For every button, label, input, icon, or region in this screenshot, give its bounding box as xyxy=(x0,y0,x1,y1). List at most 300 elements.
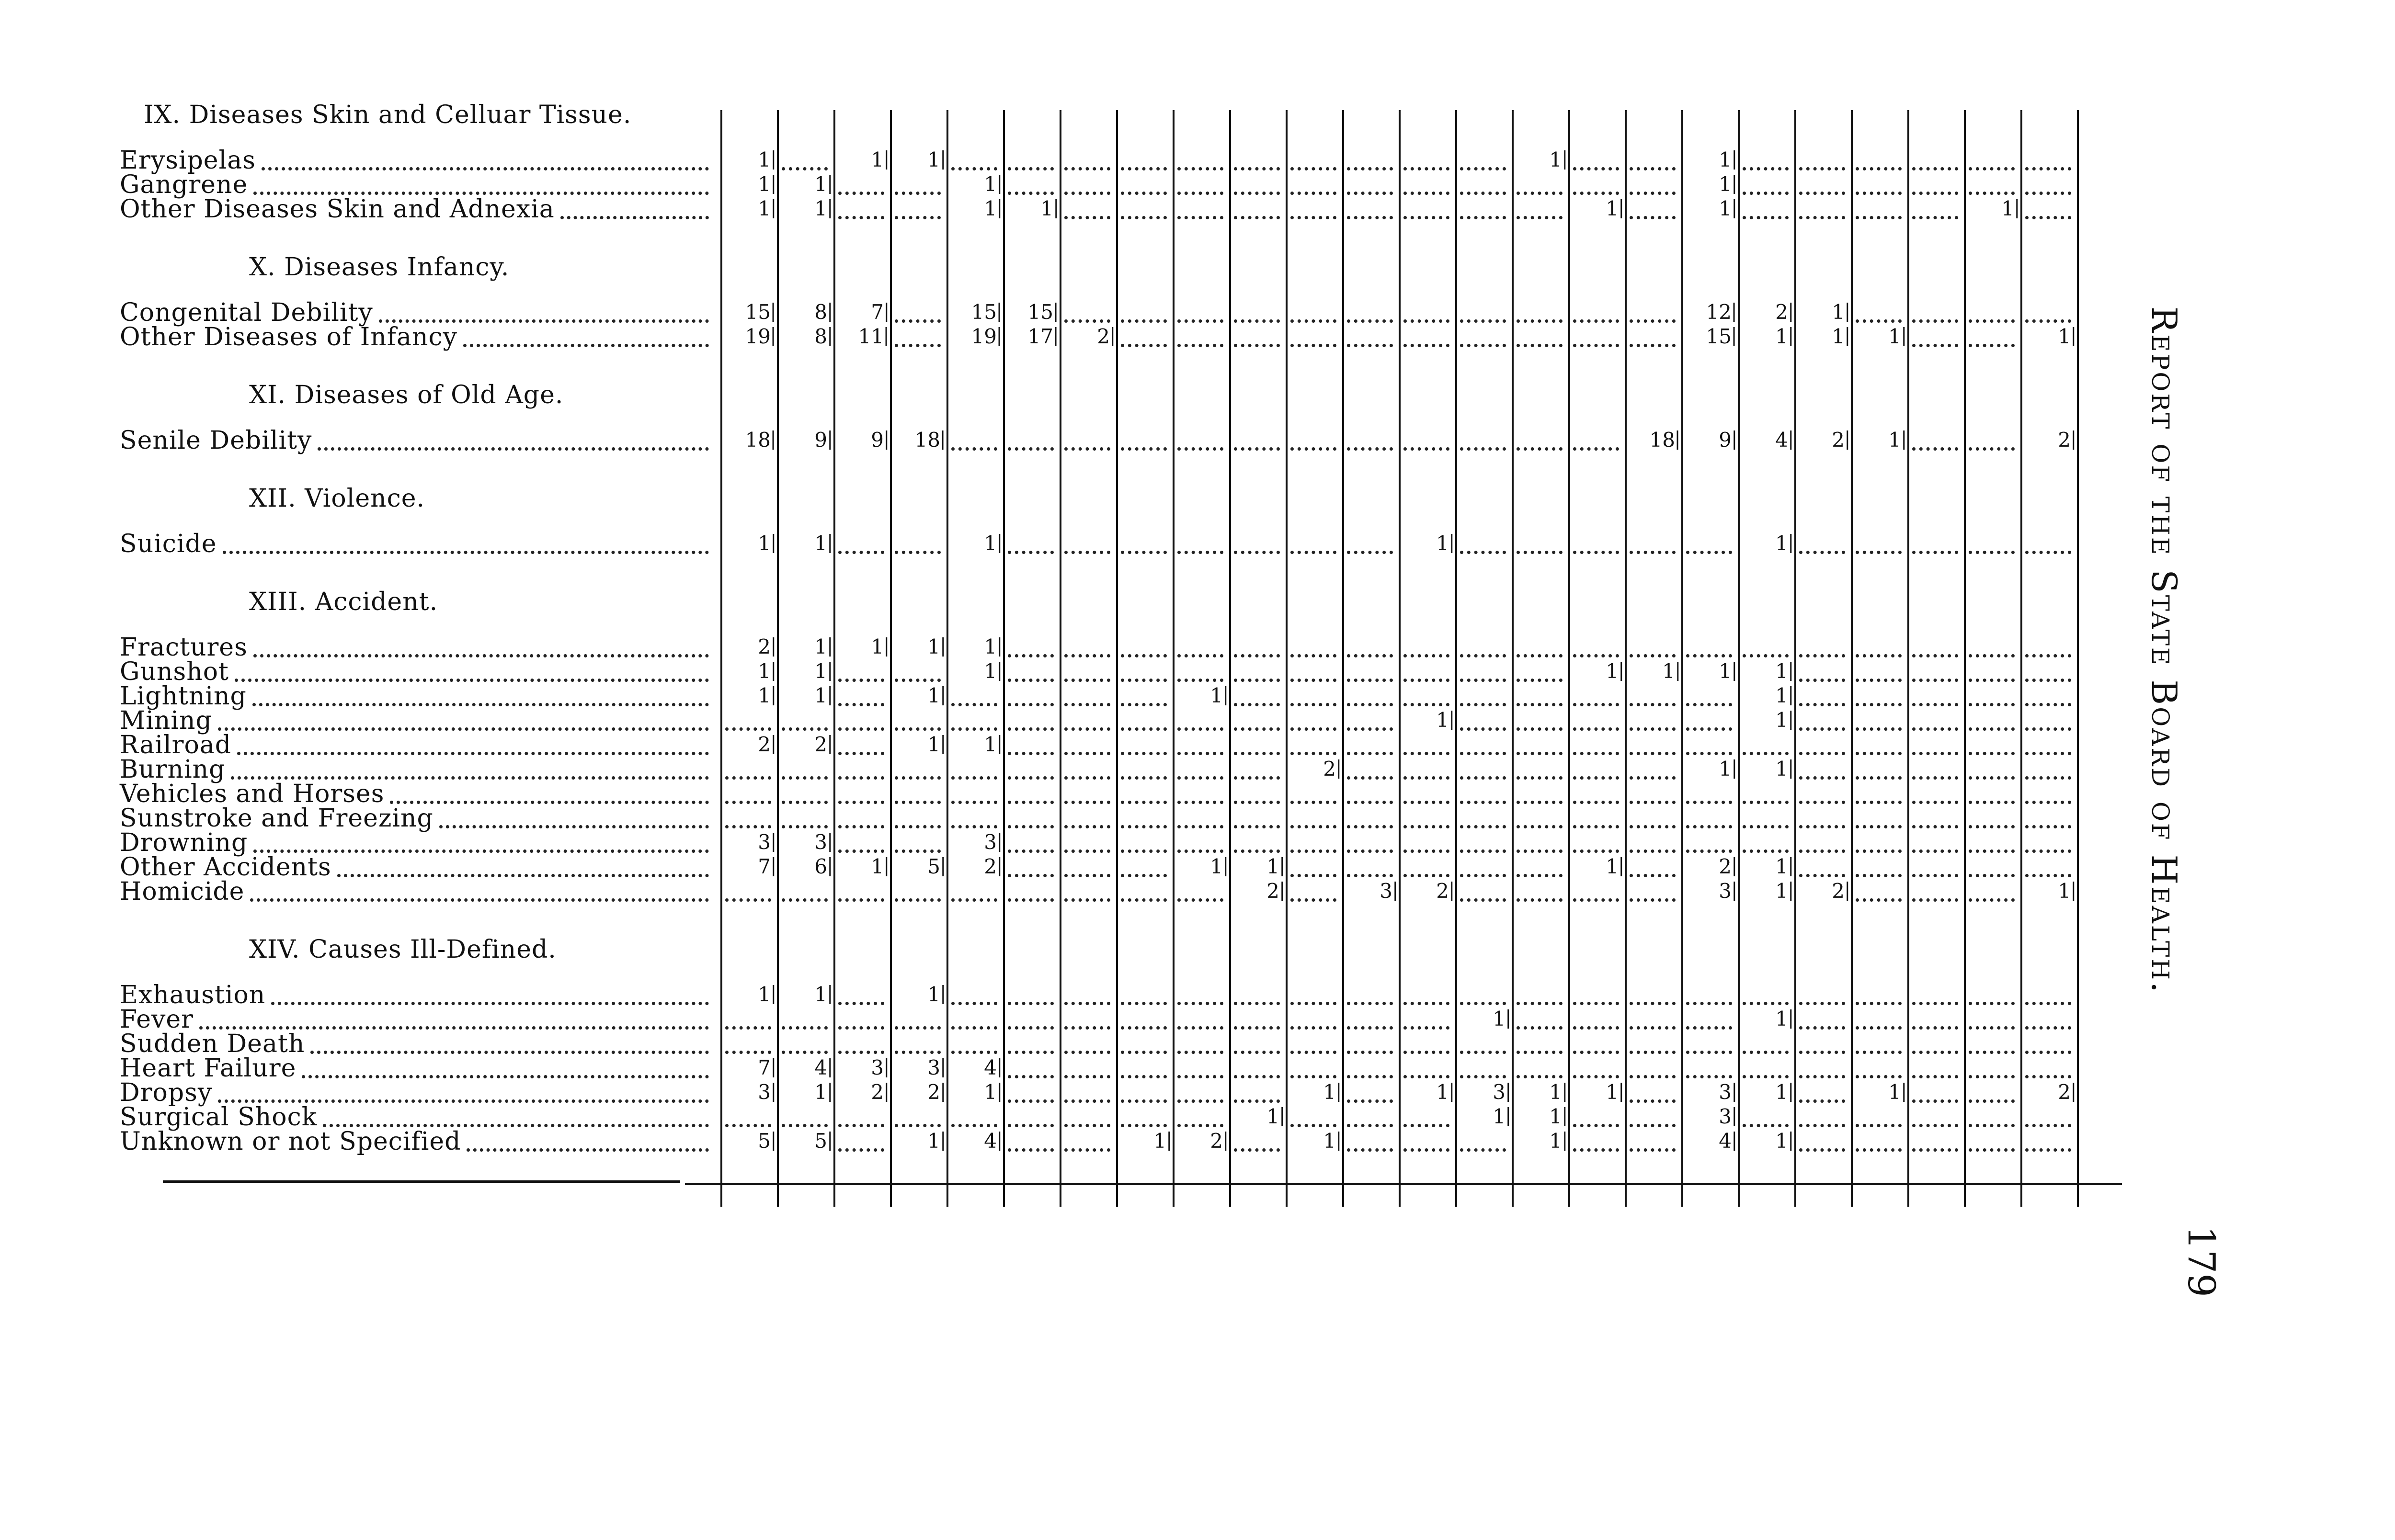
empty-cell-dots xyxy=(2025,849,2071,853)
empty-cell-dots xyxy=(1290,551,1336,554)
table-cell: 1 xyxy=(927,684,944,707)
empty-cell-dots xyxy=(1403,752,1449,755)
empty-cell-dots xyxy=(1630,551,1676,554)
empty-cell-dots xyxy=(1799,874,1845,877)
empty-cell-dots xyxy=(1856,551,1902,554)
table-cell: 1 xyxy=(758,659,774,683)
table-cell: 1 xyxy=(1436,1080,1452,1104)
empty-cell-dots xyxy=(2025,654,2071,657)
table-cell: 1 xyxy=(1719,172,1735,196)
empty-cell-dots xyxy=(951,1026,997,1030)
empty-cell-dots xyxy=(1234,1051,1280,1054)
table-cell: 1 xyxy=(1775,855,1791,878)
row-label: Exhaustion xyxy=(120,981,266,1009)
empty-cell-dots xyxy=(895,1051,941,1054)
dot-leader xyxy=(302,1075,709,1078)
empty-cell-dots xyxy=(838,849,884,853)
empty-cell-dots xyxy=(1743,849,1789,853)
empty-cell-dots xyxy=(1573,1026,1619,1030)
table-cell: 1 xyxy=(1606,659,1622,683)
empty-cell-dots xyxy=(838,1148,884,1152)
empty-cell-dots xyxy=(1856,874,1902,877)
dot-leader xyxy=(262,167,709,170)
empty-cell-dots xyxy=(1121,1124,1167,1127)
table-cell: 1 xyxy=(758,684,774,707)
empty-cell-dots xyxy=(725,727,771,731)
empty-cell-dots xyxy=(1630,1026,1676,1030)
empty-cell-dots xyxy=(1912,319,1958,323)
empty-cell-dots xyxy=(1177,1099,1223,1103)
empty-cell-dots xyxy=(1290,216,1336,219)
empty-cell-dots xyxy=(1347,874,1393,877)
table-cell: 1 xyxy=(1832,325,1848,348)
empty-cell-dots xyxy=(1290,849,1336,853)
empty-cell-dots xyxy=(1234,825,1280,828)
empty-cell-dots xyxy=(1008,551,1054,554)
empty-cell-dots xyxy=(951,801,997,804)
empty-cell-dots xyxy=(1969,703,2015,706)
table-cell: 1 xyxy=(1549,1105,1565,1128)
empty-cell-dots xyxy=(1064,654,1110,657)
empty-cell-dots xyxy=(1856,679,1902,682)
column-rule xyxy=(1512,110,1514,1207)
empty-cell-dots xyxy=(1064,679,1110,682)
empty-cell-dots xyxy=(1121,319,1167,323)
row-label: Vehicles and Horses xyxy=(120,780,385,808)
empty-cell-dots xyxy=(1121,776,1167,780)
table-cell: 1 xyxy=(984,733,1000,756)
table-cell: 3 xyxy=(814,830,831,854)
empty-cell-dots xyxy=(1234,727,1280,731)
table-cell: 1 xyxy=(758,983,774,1006)
table-cell: 1 xyxy=(758,197,774,220)
empty-cell-dots xyxy=(725,1026,771,1030)
empty-cell-dots xyxy=(2025,551,2071,554)
empty-cell-dots xyxy=(1686,801,1732,804)
empty-cell-dots xyxy=(1630,752,1676,755)
empty-cell-dots xyxy=(2025,874,2071,877)
table-cell: 1 xyxy=(1719,757,1735,781)
empty-cell-dots xyxy=(1969,1148,2015,1152)
table-cell: 1 xyxy=(1493,1105,1509,1128)
empty-cell-dots xyxy=(895,192,941,195)
empty-cell-dots xyxy=(1064,874,1110,877)
empty-cell-dots xyxy=(1912,1026,1958,1030)
column-rule xyxy=(1964,110,1966,1207)
empty-cell-dots xyxy=(1573,1075,1619,1078)
table-cell: 2 xyxy=(758,635,774,658)
empty-cell-dots xyxy=(895,727,941,731)
table-cell: 3 xyxy=(1719,1105,1735,1128)
empty-cell-dots xyxy=(1234,319,1280,323)
row-label: Unknown or not Specified xyxy=(120,1127,461,1156)
table-cell: 1 xyxy=(1888,1080,1905,1104)
empty-cell-dots xyxy=(1290,825,1336,828)
empty-cell-dots xyxy=(838,1124,884,1127)
empty-cell-dots xyxy=(1347,776,1393,780)
column-rule xyxy=(1455,110,1457,1207)
empty-cell-dots xyxy=(1460,1051,1506,1054)
table-cell: 1 xyxy=(984,659,1000,683)
empty-cell-dots xyxy=(1403,874,1449,877)
table-cell: 1 xyxy=(984,172,1000,196)
table-cell: 2 xyxy=(2058,428,2074,452)
empty-cell-dots xyxy=(1403,1002,1449,1005)
empty-cell-dots xyxy=(1799,727,1845,731)
empty-cell-dots xyxy=(1630,344,1676,347)
table-cell: 1 xyxy=(927,1129,944,1153)
column-rule xyxy=(720,110,722,1207)
empty-cell-dots xyxy=(2025,192,2071,195)
empty-cell-dots xyxy=(1969,167,2015,170)
table-cell: 1 xyxy=(1493,1007,1509,1030)
empty-cell-dots xyxy=(838,679,884,682)
empty-cell-dots xyxy=(1177,1124,1223,1127)
empty-cell-dots xyxy=(1517,801,1562,804)
empty-cell-dots xyxy=(1517,447,1562,451)
empty-cell-dots xyxy=(895,1124,941,1127)
empty-cell-dots xyxy=(1121,192,1167,195)
table-cell: 7 xyxy=(871,300,887,324)
table-cell: 1 xyxy=(1323,1129,1339,1153)
row-label: Other Diseases Skin and Adnexia xyxy=(120,195,555,224)
empty-cell-dots xyxy=(1573,752,1619,755)
empty-cell-dots xyxy=(1177,898,1223,902)
empty-cell-dots xyxy=(1008,703,1054,706)
empty-cell-dots xyxy=(1573,1051,1619,1054)
empty-cell-dots xyxy=(1403,1148,1449,1152)
table-cell: 8 xyxy=(814,325,831,348)
empty-cell-dots xyxy=(1799,776,1845,780)
column-rule xyxy=(1286,110,1288,1207)
table-cell: 1 xyxy=(1775,1080,1791,1104)
empty-cell-dots xyxy=(1460,898,1506,902)
empty-cell-dots xyxy=(1290,447,1336,451)
empty-cell-dots xyxy=(1517,1075,1562,1078)
empty-cell-dots xyxy=(1743,752,1789,755)
empty-cell-dots xyxy=(1856,849,1902,853)
empty-cell-dots xyxy=(895,1026,941,1030)
empty-cell-dots xyxy=(1912,1051,1958,1054)
empty-cell-dots xyxy=(1969,551,2015,554)
empty-cell-dots xyxy=(1630,825,1676,828)
empty-cell-dots xyxy=(1347,1026,1393,1030)
empty-cell-dots xyxy=(1460,801,1506,804)
empty-cell-dots xyxy=(782,1124,828,1127)
empty-cell-dots xyxy=(1177,167,1223,170)
empty-cell-dots xyxy=(1290,654,1336,657)
empty-cell-dots xyxy=(1969,447,2015,451)
empty-cell-dots xyxy=(1347,319,1393,323)
empty-cell-dots xyxy=(782,776,828,780)
empty-cell-dots xyxy=(1347,551,1393,554)
table-cell: 1 xyxy=(2001,197,2018,220)
empty-cell-dots xyxy=(1177,344,1223,347)
empty-cell-dots xyxy=(1008,1124,1054,1127)
empty-cell-dots xyxy=(1630,801,1676,804)
empty-cell-dots xyxy=(1517,319,1562,323)
empty-cell-dots xyxy=(1743,801,1789,804)
dot-leader xyxy=(252,703,709,706)
table-cell: 3 xyxy=(1719,1080,1735,1104)
empty-cell-dots xyxy=(838,192,884,195)
empty-cell-dots xyxy=(1064,1002,1110,1005)
table-cell: 1 xyxy=(1775,325,1791,348)
empty-cell-dots xyxy=(895,679,941,682)
empty-cell-dots xyxy=(895,551,941,554)
empty-cell-dots xyxy=(1630,849,1676,853)
empty-cell-dots xyxy=(1064,1026,1110,1030)
empty-cell-dots xyxy=(1234,344,1280,347)
empty-cell-dots xyxy=(1630,1148,1676,1152)
empty-cell-dots xyxy=(2025,167,2071,170)
table-cell: 1 xyxy=(758,172,774,196)
empty-cell-dots xyxy=(1969,1051,2015,1054)
empty-cell-dots xyxy=(1799,1051,1845,1054)
empty-cell-dots xyxy=(1460,776,1506,780)
empty-cell-dots xyxy=(895,216,941,219)
empty-cell-dots xyxy=(1234,679,1280,682)
empty-cell-dots xyxy=(1121,752,1167,755)
empty-cell-dots xyxy=(1008,874,1054,877)
empty-cell-dots xyxy=(1121,167,1167,170)
dot-leader xyxy=(310,1051,709,1054)
empty-cell-dots xyxy=(1799,1075,1845,1078)
empty-cell-dots xyxy=(1064,898,1110,902)
column-rule xyxy=(1625,110,1627,1207)
table-cell: 2 xyxy=(1097,325,1113,348)
table-cell: 1 xyxy=(1775,708,1791,732)
row-label: Lightning xyxy=(120,682,247,711)
table-cell: 1 xyxy=(1606,855,1622,878)
empty-cell-dots xyxy=(951,1051,997,1054)
column-rule xyxy=(2077,110,2079,1207)
table-cell: 2 xyxy=(1266,879,1283,903)
empty-cell-dots xyxy=(1460,825,1506,828)
empty-cell-dots xyxy=(1403,216,1449,219)
empty-cell-dots xyxy=(1008,1051,1054,1054)
empty-cell-dots xyxy=(951,825,997,828)
dot-leader xyxy=(560,216,709,219)
table-cell: 1 xyxy=(1549,148,1565,171)
row-label: Drowning xyxy=(120,828,248,857)
empty-cell-dots xyxy=(1573,1002,1619,1005)
empty-cell-dots xyxy=(1969,1099,2015,1103)
dot-leader xyxy=(237,752,709,755)
empty-cell-dots xyxy=(1121,447,1167,451)
table-cell: 1 xyxy=(758,148,774,171)
table-cell: 9 xyxy=(1719,428,1735,452)
empty-cell-dots xyxy=(1064,849,1110,853)
table-cell: 4 xyxy=(984,1129,1000,1153)
empty-cell-dots xyxy=(1743,1075,1789,1078)
table-cell: 4 xyxy=(814,1056,831,1079)
empty-cell-dots xyxy=(2025,1026,2071,1030)
empty-cell-dots xyxy=(1630,727,1676,731)
empty-cell-dots xyxy=(2025,825,2071,828)
table-cell: 1 xyxy=(1266,855,1283,878)
empty-cell-dots xyxy=(2025,703,2071,706)
empty-cell-dots xyxy=(1743,192,1789,195)
table-cell: 15 xyxy=(971,300,1000,324)
table-cell: 1 xyxy=(814,1080,831,1104)
section-title: XIII. Accident. xyxy=(249,588,438,616)
table-cell: 2 xyxy=(927,1080,944,1104)
empty-cell-dots xyxy=(1856,216,1902,219)
empty-cell-dots xyxy=(1969,752,2015,755)
empty-cell-dots xyxy=(1969,849,2015,853)
empty-cell-dots xyxy=(1008,447,1054,451)
table-cell: 1 xyxy=(814,659,831,683)
empty-cell-dots xyxy=(1856,801,1902,804)
row-label: Other Accidents xyxy=(120,853,331,882)
empty-cell-dots xyxy=(1686,1026,1732,1030)
empty-cell-dots xyxy=(2025,216,2071,219)
empty-cell-dots xyxy=(1799,849,1845,853)
empty-cell-dots xyxy=(1290,679,1336,682)
empty-cell-dots xyxy=(1630,192,1676,195)
row-label: Burning xyxy=(120,755,226,784)
empty-cell-dots xyxy=(1234,1026,1280,1030)
row-label: Fractures xyxy=(120,633,248,662)
empty-cell-dots xyxy=(1517,898,1562,902)
empty-cell-dots xyxy=(1912,167,1958,170)
empty-cell-dots xyxy=(1008,801,1054,804)
empty-cell-dots xyxy=(1969,1124,2015,1127)
empty-cell-dots xyxy=(1234,1099,1280,1103)
empty-cell-dots xyxy=(1799,192,1845,195)
empty-cell-dots xyxy=(1912,752,1958,755)
column-rule xyxy=(1173,110,1175,1207)
table-cell: 1 xyxy=(1210,855,1226,878)
empty-cell-dots xyxy=(1064,319,1110,323)
empty-cell-dots xyxy=(1799,801,1845,804)
empty-cell-dots xyxy=(1743,216,1789,219)
table-cell: 1 xyxy=(871,148,887,171)
table-cell: 15 xyxy=(745,300,774,324)
empty-cell-dots xyxy=(1460,752,1506,755)
empty-cell-dots xyxy=(1234,551,1280,554)
empty-cell-dots xyxy=(1912,898,1958,902)
empty-cell-dots xyxy=(2025,679,2071,682)
table-cell: 2 xyxy=(1775,300,1791,324)
empty-cell-dots xyxy=(1064,1099,1110,1103)
empty-cell-dots xyxy=(951,898,997,902)
empty-cell-dots xyxy=(1460,703,1506,706)
empty-cell-dots xyxy=(1630,898,1676,902)
empty-cell-dots xyxy=(1008,679,1054,682)
bottom-rule xyxy=(685,1183,2122,1185)
empty-cell-dots xyxy=(1630,703,1676,706)
empty-cell-dots xyxy=(1347,1002,1393,1005)
empty-cell-dots xyxy=(725,776,771,780)
empty-cell-dots xyxy=(1347,849,1393,853)
empty-cell-dots xyxy=(1517,1026,1562,1030)
empty-cell-dots xyxy=(1630,654,1676,657)
empty-cell-dots xyxy=(1347,447,1393,451)
empty-cell-dots xyxy=(1121,703,1167,706)
empty-cell-dots xyxy=(838,1051,884,1054)
empty-cell-dots xyxy=(1403,679,1449,682)
empty-cell-dots xyxy=(1630,1099,1676,1103)
empty-cell-dots xyxy=(1177,654,1223,657)
empty-cell-dots xyxy=(1573,192,1619,195)
empty-cell-dots xyxy=(1969,654,2015,657)
empty-cell-dots xyxy=(1121,1075,1167,1078)
empty-cell-dots xyxy=(1008,752,1054,755)
empty-cell-dots xyxy=(1686,849,1732,853)
empty-cell-dots xyxy=(1177,801,1223,804)
table-cell: 2 xyxy=(1323,757,1339,781)
dot-leader xyxy=(467,1148,709,1152)
empty-cell-dots xyxy=(1856,192,1902,195)
empty-cell-dots xyxy=(951,727,997,731)
table-cell: 1 xyxy=(1888,428,1905,452)
empty-cell-dots xyxy=(895,344,941,347)
row-label: Surgical Shock xyxy=(120,1103,318,1132)
empty-cell-dots xyxy=(1969,874,2015,877)
empty-cell-dots xyxy=(1856,1002,1902,1005)
empty-cell-dots xyxy=(1121,216,1167,219)
empty-cell-dots xyxy=(1517,679,1562,682)
dot-leader xyxy=(199,1026,709,1030)
row-label: Gunshot xyxy=(120,657,229,686)
empty-cell-dots xyxy=(1460,319,1506,323)
empty-cell-dots xyxy=(895,776,941,780)
empty-cell-dots xyxy=(1912,776,1958,780)
empty-cell-dots xyxy=(725,1051,771,1054)
empty-cell-dots xyxy=(838,776,884,780)
empty-cell-dots xyxy=(1008,849,1054,853)
table-cell: 1 xyxy=(1436,532,1452,555)
empty-cell-dots xyxy=(1912,849,1958,853)
empty-cell-dots xyxy=(1403,801,1449,804)
empty-cell-dots xyxy=(1347,192,1393,195)
empty-cell-dots xyxy=(1573,849,1619,853)
empty-cell-dots xyxy=(1234,752,1280,755)
empty-cell-dots xyxy=(1799,216,1845,219)
empty-cell-dots xyxy=(838,801,884,804)
row-label: Fever xyxy=(120,1005,194,1034)
empty-cell-dots xyxy=(1177,447,1223,451)
table-cell: 18 xyxy=(1650,428,1678,452)
empty-cell-dots xyxy=(1177,776,1223,780)
empty-cell-dots xyxy=(838,1026,884,1030)
empty-cell-dots xyxy=(951,167,997,170)
empty-cell-dots xyxy=(1008,1026,1054,1030)
empty-cell-dots xyxy=(1517,825,1562,828)
empty-cell-dots xyxy=(1177,1075,1223,1078)
empty-cell-dots xyxy=(1856,1051,1902,1054)
empty-cell-dots xyxy=(1856,825,1902,828)
empty-cell-dots xyxy=(1347,1051,1393,1054)
dot-leader xyxy=(379,319,709,323)
table-cell: 1 xyxy=(871,635,887,658)
empty-cell-dots xyxy=(1347,727,1393,731)
empty-cell-dots xyxy=(1064,167,1110,170)
empty-cell-dots xyxy=(782,727,828,731)
empty-cell-dots xyxy=(1403,344,1449,347)
empty-cell-dots xyxy=(1686,703,1732,706)
empty-cell-dots xyxy=(1121,1002,1167,1005)
empty-cell-dots xyxy=(1177,551,1223,554)
page-number: 179 xyxy=(2179,1226,2223,1297)
dot-leader xyxy=(337,874,709,877)
empty-cell-dots xyxy=(1460,192,1506,195)
empty-cell-dots xyxy=(1121,825,1167,828)
empty-cell-dots xyxy=(1008,192,1054,195)
empty-cell-dots xyxy=(1460,1075,1506,1078)
